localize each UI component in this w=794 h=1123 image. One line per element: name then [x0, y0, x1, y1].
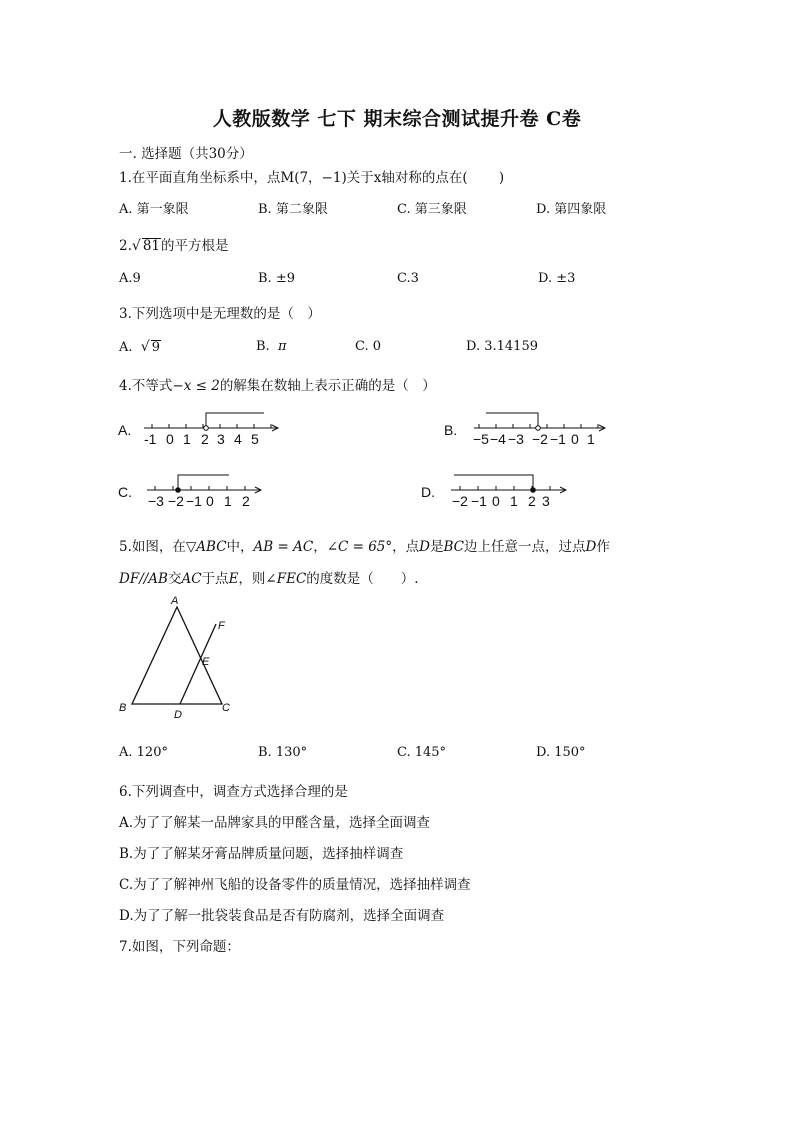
question-3-option-c: C. 0: [355, 339, 382, 354]
question-6-stem: 6.下列调查中，调查方式选择合理的是: [119, 784, 348, 800]
label-c: C: [222, 702, 230, 714]
number-line-c-tick-label: 2: [242, 493, 250, 509]
number-line-a-tick-label: -1: [144, 431, 157, 447]
number-line-d-tick-label: −1: [471, 493, 487, 509]
question-3-option-b-value: π: [277, 339, 287, 354]
question-5-option-d: D. 150°: [536, 745, 586, 760]
label-e: E: [202, 656, 210, 668]
question-3-option-a-label: A.: [119, 340, 133, 355]
number-line-a-tick-label: 3: [217, 431, 225, 447]
question-5-point-e: E: [228, 571, 239, 587]
number-line-a-tick-label: 4: [234, 431, 242, 447]
question-5-text: ，则: [238, 571, 266, 587]
number-line-d-ticks: [460, 486, 550, 490]
number-line-b-label: B.: [444, 422, 458, 438]
question-5-text: 于点: [201, 571, 229, 587]
number-line-b-tick-label: −4: [490, 431, 506, 447]
question-2-option-a: A.9: [119, 271, 141, 286]
question-7-stem: 7.如图，下列命题：: [119, 939, 240, 955]
question-6-option-b: B.为了了解某牙膏品牌质量问题，选择抽样调查: [119, 846, 404, 862]
question-5-option-a: A. 120°: [119, 745, 168, 760]
sqrt-icon: √: [131, 238, 141, 254]
question-3-option-a: [119, 339, 161, 355]
question-5-option-c: C. 145°: [397, 745, 447, 760]
question-5-text: 中，: [226, 539, 254, 555]
number-line-a-tick-label: 0: [166, 431, 174, 447]
number-line-d-label: D.: [421, 484, 435, 500]
question-5-triangle: ▽ABC: [185, 539, 227, 555]
number-line-a-solution: [206, 413, 264, 428]
number-line-d-tick-label: 1: [510, 493, 518, 509]
number-line-d-closed-point: [531, 488, 536, 493]
number-line-b-tick-label: −3: [508, 431, 524, 447]
label-a: A: [171, 595, 179, 607]
question-5-point-d: D: [585, 539, 597, 555]
question-5-text: ，: [313, 539, 327, 555]
number-line-c-ticks: [155, 486, 245, 490]
number-line-b-tick-label: −5: [473, 431, 489, 447]
line-df: [180, 624, 216, 704]
number-line-b-tick-label: −1: [550, 431, 566, 447]
question-3-option-b: [256, 339, 287, 354]
number-line-c-solution: [178, 475, 229, 490]
question-1-option-b: B. 第二象限: [258, 202, 328, 217]
question-2-stem-rest: 的平方根是: [161, 238, 229, 254]
question-3-option-b-label: B.: [256, 339, 270, 354]
question-5-parallel: DF//AB: [119, 571, 168, 587]
question-2-option-d: D. ±3: [538, 271, 576, 286]
number-line-c-tick-label: 0: [206, 493, 214, 509]
section-heading: 一. 选择题（共30分）: [119, 146, 253, 162]
number-line-d-tick-label: −2: [452, 493, 468, 509]
number-line-b-tick-label: 0: [571, 431, 579, 447]
number-line-options: [112, 402, 752, 512]
question-1-stem: 1.在平面直角坐标系中，点M(7，−1)关于x轴对称的点在( ): [119, 170, 505, 186]
question-5-segment-ac: AC: [181, 571, 202, 587]
number-line-d-tick-label: 2: [528, 493, 536, 509]
question-1-option-d: D. 第四象限: [536, 202, 607, 217]
question-5-segment-bc: BC: [443, 539, 464, 555]
number-line-b-open-point: [536, 426, 541, 431]
question-5-line-1: [119, 535, 610, 555]
question-5-option-b: B. 130°: [258, 745, 308, 760]
question-5-text: ，点: [392, 539, 420, 555]
number-line-b-tick-label: −2: [532, 431, 548, 447]
question-3-option-a-radicand: 9: [151, 340, 160, 355]
label-f: F: [218, 620, 225, 632]
number-line-c-tick-label: 1: [224, 493, 232, 509]
question-2-number: 2.: [119, 238, 132, 254]
question-5-angle-fec: ∠FEC: [265, 571, 307, 587]
question-6-option-d: D.为了了解一批袋装食品是否有防腐剂，选择全面调查: [119, 908, 445, 924]
question-5-text: 边上任意一点，过点: [464, 539, 586, 555]
question-5-line-2: [119, 567, 419, 587]
number-line-a-open-point: [204, 426, 209, 431]
number-line-a-tick-label: 2: [201, 431, 209, 447]
number-line-a-ticks: [152, 424, 271, 428]
question-3-stem: 3.下列选项中是无理数的是（ ）: [119, 306, 321, 322]
question-4-number: 4.不等式: [119, 378, 173, 394]
sqrt-icon: √: [140, 339, 150, 355]
page-title: 人教版数学 七下 期末综合测试提升卷 C卷: [212, 108, 582, 130]
question-4-stem: [119, 374, 436, 394]
number-line-a-tick-label: 1: [183, 431, 191, 447]
question-5-angle: ∠C = 65°: [326, 539, 393, 555]
question-4-stem-rest: 的解集在数轴上表示正确的是（ ）: [219, 378, 436, 394]
question-2-option-b: B. ±9: [258, 271, 295, 286]
question-3-option-d: D. 3.14159: [466, 339, 538, 354]
number-line-c-tick-label: −3: [148, 493, 164, 509]
question-5-text: 作: [596, 539, 610, 555]
question-5-point-d: D: [419, 539, 430, 555]
question-1-option-a: A. 第一象限: [119, 202, 189, 217]
number-line-c-tick-label: −1: [186, 493, 202, 509]
number-line-b-tick-label: 1: [587, 431, 595, 447]
question-2-option-c: C.3: [397, 271, 419, 286]
question-5-equation: AB = AC: [253, 539, 314, 555]
number-line-a-tick-label: 5: [251, 431, 259, 447]
question-6-option-c: C.为了了解神州飞船的设备零件的质量情况，选择抽样调查: [119, 877, 471, 893]
question-1-option-c: C. 第三象限: [397, 202, 467, 217]
number-line-d-solution: [454, 475, 533, 490]
question-5-text: 5.如图，在: [119, 539, 186, 555]
number-line-c-tick-label: −2: [168, 493, 184, 509]
number-line-d-tick-label: 3: [542, 493, 550, 509]
label-b: B: [119, 702, 127, 714]
question-4-inequality: −x ≤ 2: [172, 378, 220, 394]
triangle-figure: [112, 592, 252, 722]
question-2-radicand: 81: [142, 238, 160, 254]
number-line-a-label: A.: [118, 422, 132, 438]
question-5-text: 交: [167, 571, 182, 587]
question-2-stem: [119, 234, 229, 254]
label-d: D: [174, 709, 182, 721]
question-5-text: 的度数是（ ）.: [306, 571, 419, 587]
question-5-text: 是: [429, 539, 444, 555]
question-6-option-a: A.为了了解某一品牌家具的甲醛含量，选择全面调查: [119, 815, 431, 831]
number-line-c-label: C.: [118, 484, 132, 500]
number-line-d-tick-label: 0: [492, 493, 500, 509]
number-line-c-closed-point: [176, 488, 181, 493]
